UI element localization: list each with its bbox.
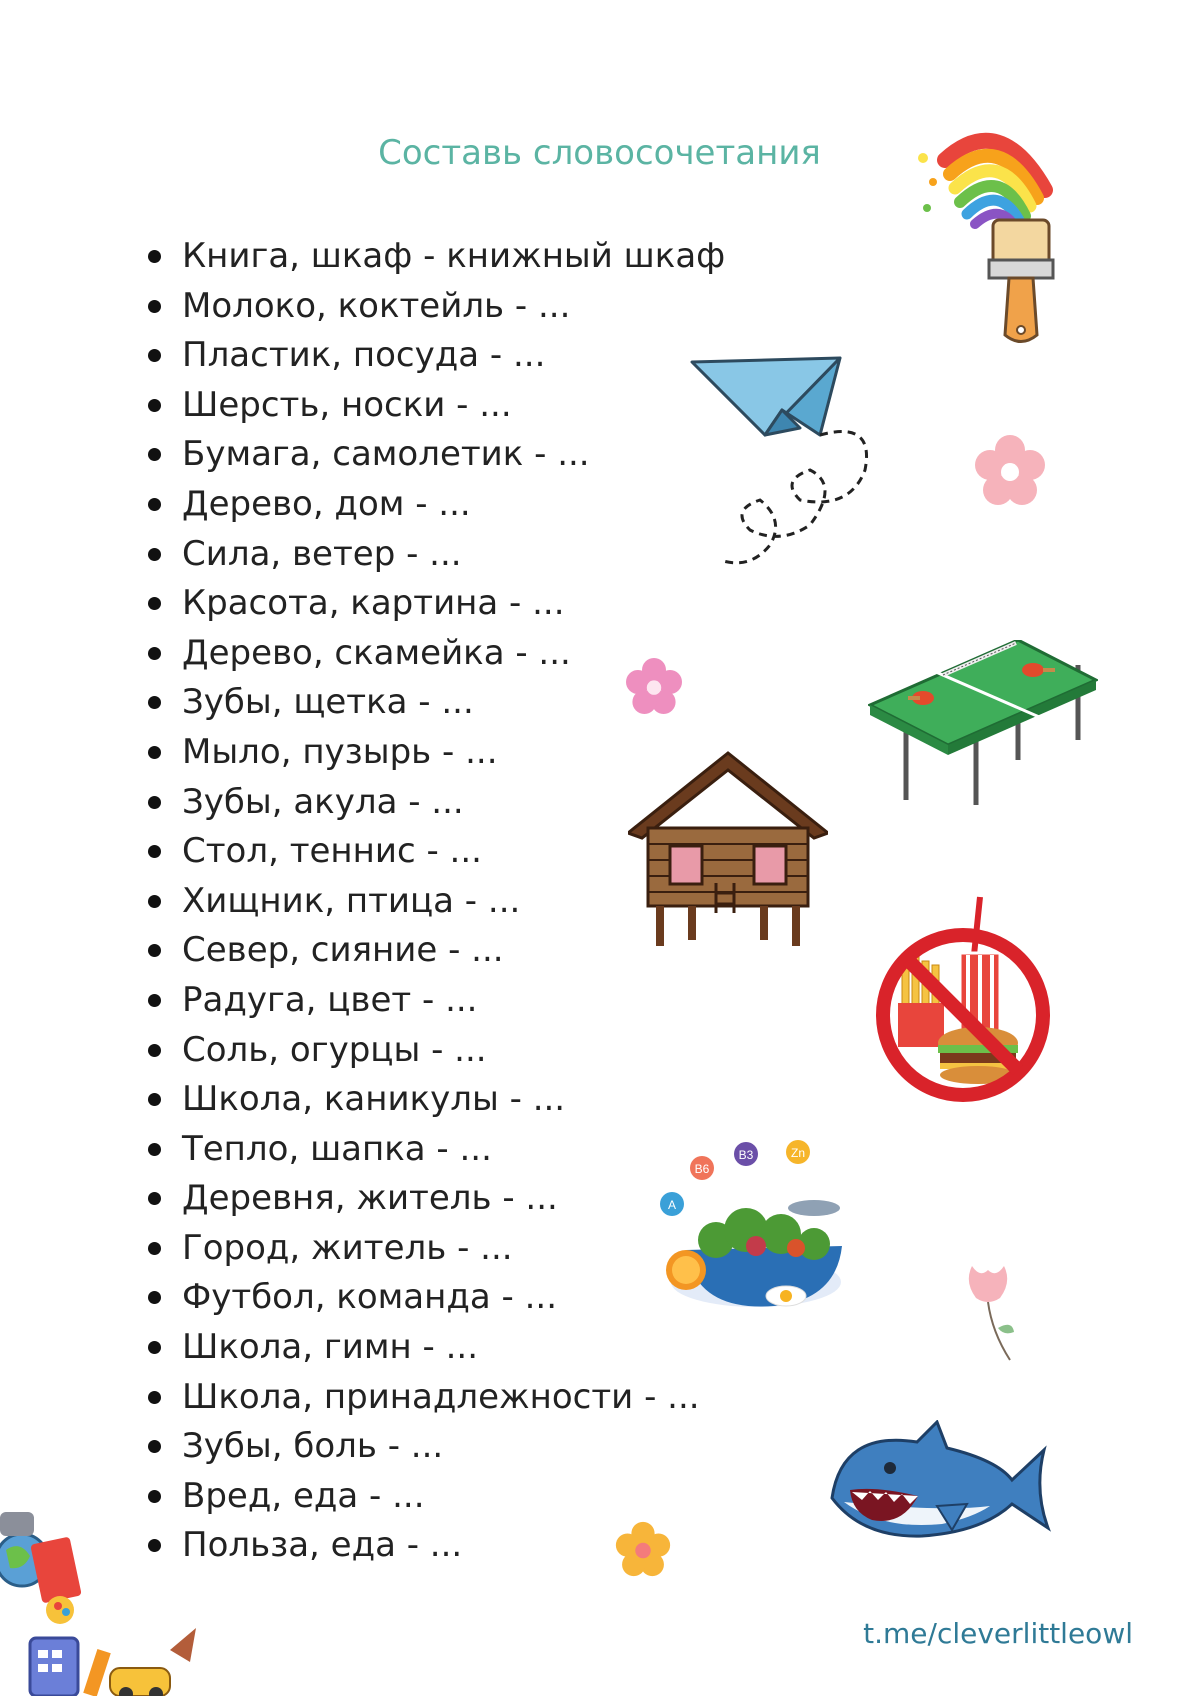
list-item: Стол, теннис - ... bbox=[140, 835, 725, 885]
rainbow-paintbrush-icon bbox=[905, 110, 1085, 350]
vitamin-badge bbox=[734, 1142, 758, 1166]
list-item: Красота, картина - ... bbox=[140, 587, 725, 637]
list-item: Школа, принадлежности - ... bbox=[140, 1381, 725, 1431]
flower-icon bbox=[970, 430, 1050, 510]
vitamin-badge bbox=[786, 1140, 810, 1164]
list-item: Север, сияние - ... bbox=[140, 934, 725, 984]
vitamin-badge bbox=[690, 1156, 714, 1180]
list-item: Пластик, посуда - ... bbox=[140, 339, 725, 389]
flower-icon bbox=[612, 1518, 674, 1580]
list-item: Зубы, боль - ... bbox=[140, 1430, 725, 1480]
list-item: Зубы, акула - ... bbox=[140, 786, 725, 836]
list-item: Вред, еда - ... bbox=[140, 1480, 725, 1530]
list-item: Соль, огурцы - ... bbox=[140, 1034, 725, 1084]
svg-text:B3: B3 bbox=[738, 1148, 754, 1162]
list-item: Школа, гимн - ... bbox=[140, 1331, 725, 1381]
list-item: Хищник, птица - ... bbox=[140, 885, 725, 935]
list-item: Книга, шкаф - книжный шкаф bbox=[140, 240, 725, 290]
list-item: Шерсть, носки - ... bbox=[140, 389, 725, 439]
list-item: Деревня, житель - ... bbox=[140, 1182, 725, 1232]
list-item: Молоко, коктейль - ... bbox=[140, 290, 725, 340]
list-item: Дерево, скамейка - ... bbox=[140, 637, 725, 687]
page-title: Составь словосочетания bbox=[378, 133, 821, 173]
no-fast-food-icon bbox=[868, 895, 1058, 1125]
list-item: Футбол, команда - ... bbox=[140, 1281, 725, 1331]
vitamin-badge bbox=[660, 1192, 684, 1216]
svg-text:Zn: Zn bbox=[790, 1146, 806, 1160]
list-item: Тепло, шапка - ... bbox=[140, 1133, 725, 1183]
flower-icon bbox=[622, 654, 686, 718]
channel-link[interactable]: t.me/cleverlittleowl bbox=[863, 1617, 1133, 1650]
healthy-food-icon bbox=[656, 1140, 856, 1316]
flower-icon bbox=[960, 1262, 1020, 1362]
stilt-house-icon bbox=[628, 748, 828, 948]
list-item: Город, житель - ... bbox=[140, 1232, 725, 1282]
list-item: Польза, еда - ... bbox=[140, 1529, 725, 1579]
svg-text:A: A bbox=[667, 1198, 677, 1212]
paper-plane-icon bbox=[690, 350, 890, 600]
list-item: Мыло, пузырь - ... bbox=[140, 736, 725, 786]
list-item: Школа, каникулы - ... bbox=[140, 1083, 725, 1133]
list-item: Зубы, щетка - ... bbox=[140, 686, 725, 736]
list-item: Дерево, дом - ... bbox=[140, 488, 725, 538]
school-supplies-icon bbox=[0, 1500, 200, 1696]
ping-pong-table-icon bbox=[868, 640, 1098, 810]
shark-icon bbox=[822, 1420, 1052, 1550]
svg-text:B6: B6 bbox=[694, 1162, 710, 1176]
list-item: Бумага, самолетик - ... bbox=[140, 438, 725, 488]
list-item: Сила, ветер - ... bbox=[140, 538, 725, 588]
list-item: Радуга, цвет - ... bbox=[140, 984, 725, 1034]
